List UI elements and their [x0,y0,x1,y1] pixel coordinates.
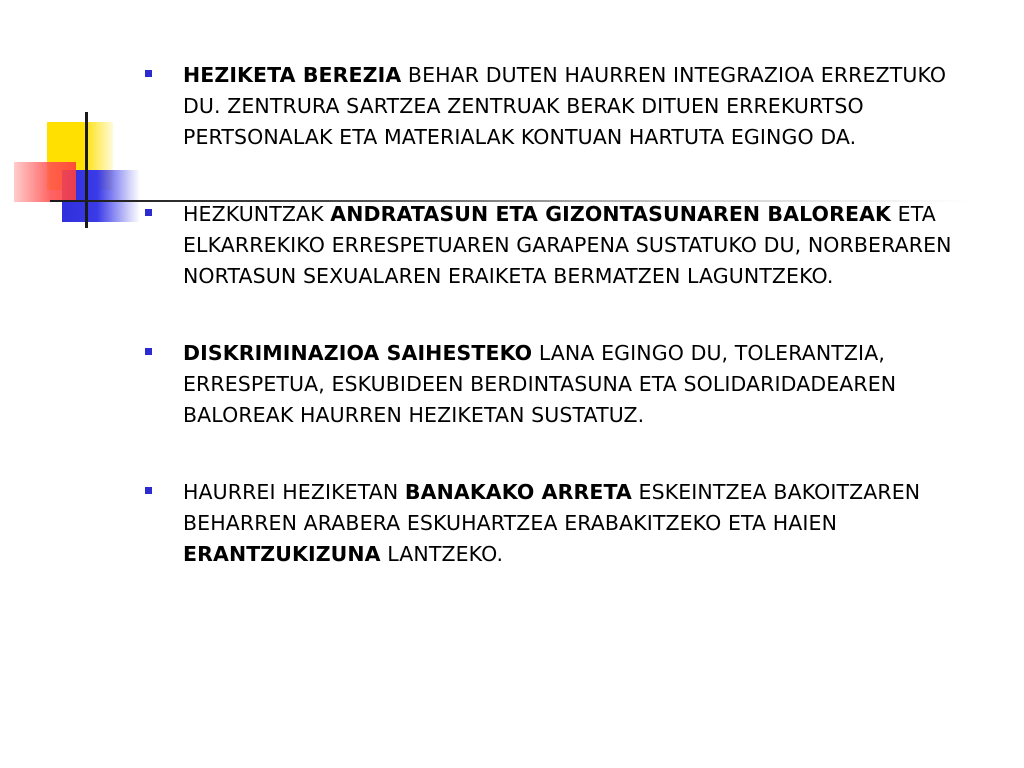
slide-content [145,60,975,616]
bullet-item [145,199,975,292]
text-segment: BEHAR DUTEN HAURREN INTEGRAZIOA ERREZTUKO DU. ZENTRURA SARTZEA ZENTRUAK BERAK DITUEN ERREKURTSO PERTSONALAK ETA MATERIALAK KONTUAN HARTUTA EGINGO DA. [183,63,947,149]
bullet-text [183,199,975,292]
bold-segment: ERANTZUKIZUNA [183,542,381,566]
blue-square-decoration [62,170,140,222]
bold-segment: BANAKAKO ARRETA [404,480,632,504]
bullet-text [183,60,975,153]
text-segment: ESKEINTZEA BAKOITZAREN BEHARREN ARABERA ESKUHARTZEA ERABAKITZEKO ETA HAIEN [183,480,921,535]
bullet-text [183,338,975,431]
bold-segment: HEZIKETA BEREZIA [183,63,402,87]
bullet-item [145,338,975,431]
yellow-square-decoration [47,122,113,190]
bullet-text [183,477,975,570]
text-segment: HAURREI HEZIKETAN [183,480,405,504]
bold-segment: DISKRIMINAZIOA SAIHESTEKO [183,341,533,365]
square-bullet-icon [145,70,152,77]
text-segment: ETA ELKARREKIKO ERRESPETUAREN GARAPENA SUSTATUKO DU, NORBERAREN NORTASUN SEXUALAREN ERAIKETA BERMATZEN LAGUNTZEKO. [183,202,952,288]
text-segment: LANTZEKO. [380,542,504,566]
square-bullet-icon [145,348,152,355]
bullet-item [145,60,975,153]
red-square-decoration [14,162,76,202]
bullet-item [145,477,975,570]
bold-segment: ANDRATASUN ETA GIZONTASUNAREN BALOREAK [330,202,892,226]
vertical-line-decoration [85,112,88,228]
square-bullet-icon [145,487,152,494]
square-bullet-icon [145,209,152,216]
text-segment: LANA EGINGO DU, TOLERANTZIA, ERRESPETUA, ESKUBIDEEN BERDINTASUNA ETA SOLIDARIDADEAREN BALOREAK HAURREN HEZIKETAN SUSTATUZ. [183,341,897,427]
text-segment: HEZKUNTZAK [183,202,331,226]
